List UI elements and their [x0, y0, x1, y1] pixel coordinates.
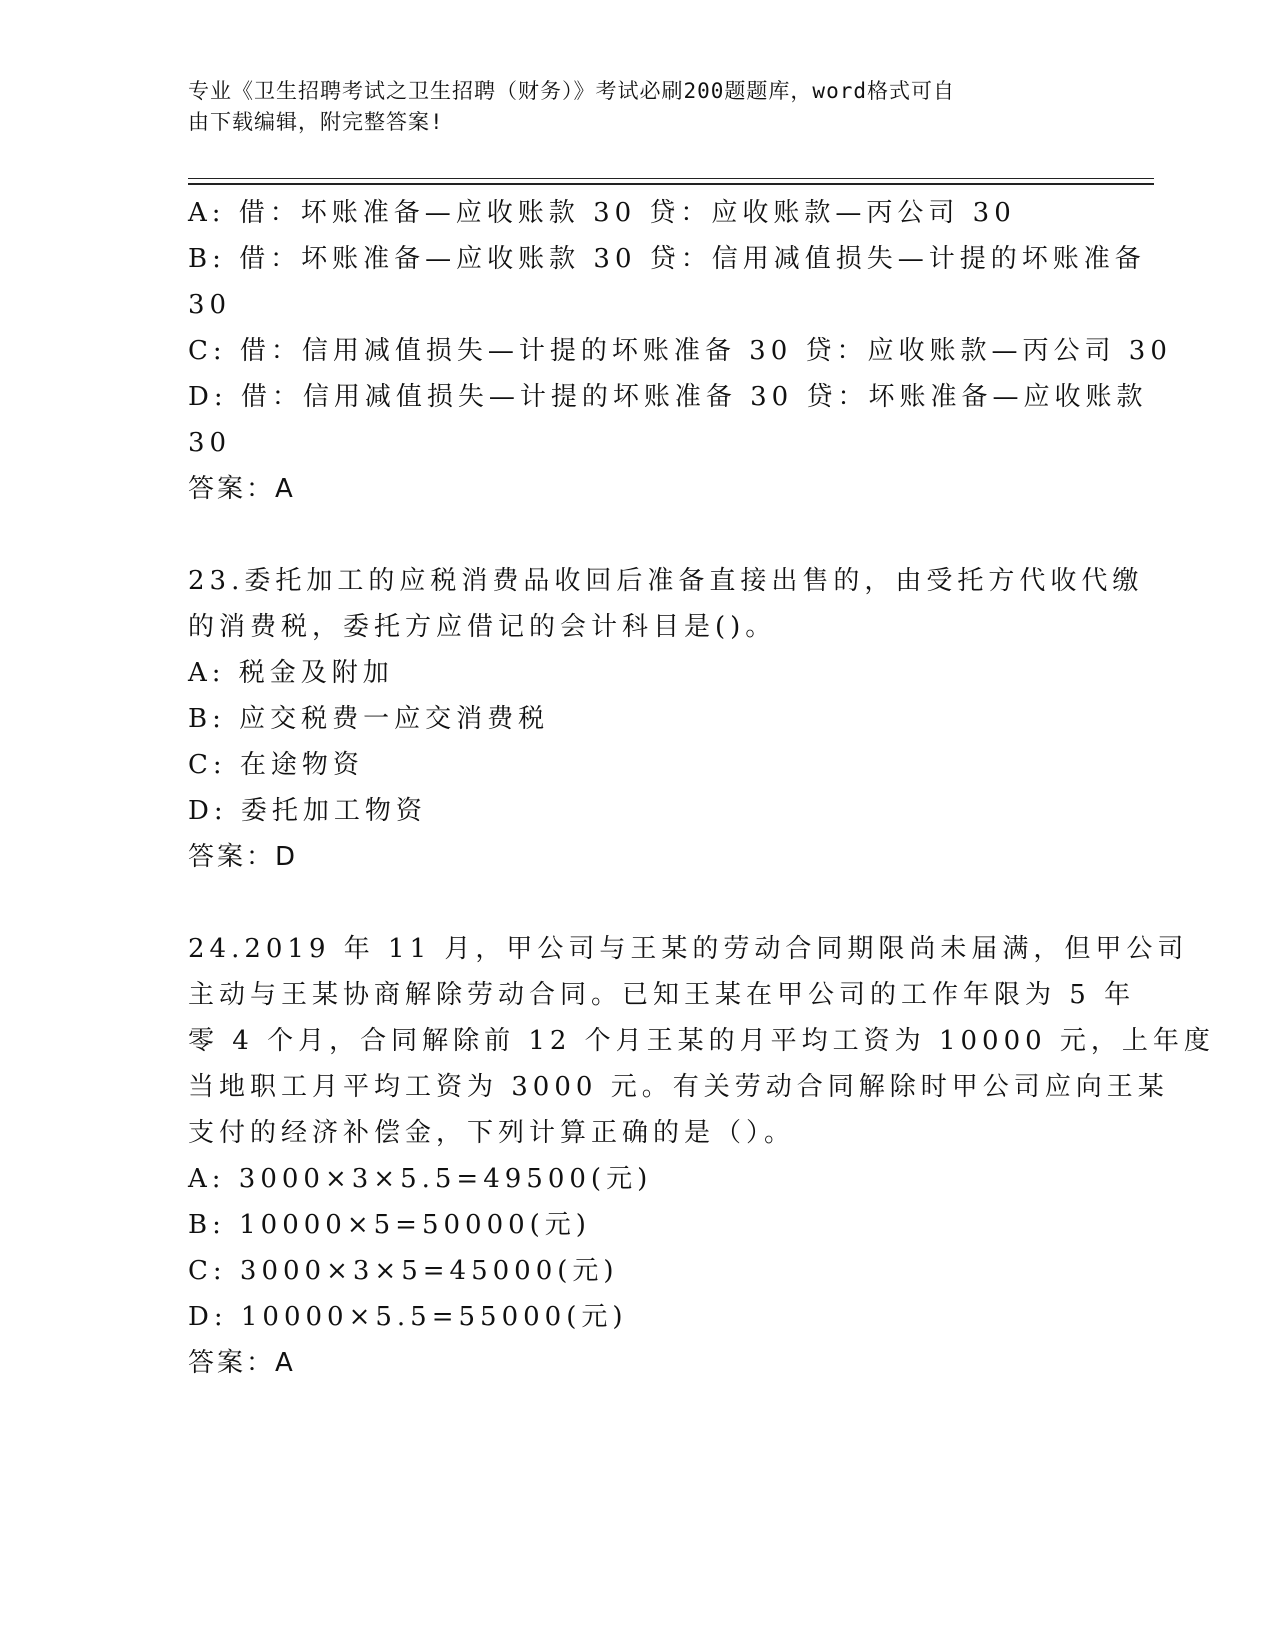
spacer: [188, 512, 1088, 558]
q24-option-b: B: 10000×5=50000(元): [188, 1210, 591, 1240]
header-line-1: 专业《卫生招聘考试之卫生招聘（财务）》考试必刷200题题库，word格式可自: [188, 79, 955, 103]
q23-question-line-2: 的消费税，委托方应借记的会计科目是()。: [188, 612, 777, 642]
q24-answer: 答案：A: [188, 1348, 296, 1378]
q24-option-c: C: 3000×3×5=45000(元): [188, 1256, 619, 1286]
q23-option-a: A: 税金及附加: [188, 658, 394, 688]
q22-option-a: A: 借：坏账准备—应收账款 30 贷：应收账款—丙公司 30: [188, 198, 1016, 228]
q24-question-line-1: 24.2019 年 11 月，甲公司与王某的劳动合同期限尚未届满，但甲公司: [188, 934, 1189, 964]
document-body: [188, 190, 1215, 1386]
header-line-2: 由下载编辑，附完整答案!: [188, 110, 444, 134]
q23-option-d: D: 委托加工物资: [188, 796, 427, 826]
q23-answer: 答案：D: [188, 842, 299, 872]
q23-option-b: B: 应交税费一应交消费税: [188, 704, 550, 734]
q22-option-b-continued: 30: [188, 290, 232, 320]
question-24-block: [188, 926, 1215, 1386]
header-divider-thin: [188, 178, 1154, 179]
q22-option-d: D: 借：信用减值损失—计提的坏账准备 30 贷：坏账准备—应收账款: [188, 382, 1148, 412]
header-divider-thick: [188, 183, 1154, 185]
question-22-block: [188, 190, 1172, 512]
spacer: [188, 880, 1088, 926]
q24-question-line-4: 当地职工月平均工资为 3000 元。有关劳动合同解除时甲公司应向王某: [188, 1072, 1169, 1102]
question-23-block: [188, 558, 1144, 880]
q24-option-d: D: 10000×5.5=55000(元): [188, 1302, 628, 1332]
q22-answer: 答案：A: [188, 474, 296, 504]
q24-option-a: A: 3000×3×5.5=49500(元): [188, 1164, 653, 1194]
q24-question-line-2: 主动与王某协商解除劳动合同。已知王某在甲公司的工作年限为 5 年: [188, 980, 1136, 1010]
document-header: [188, 76, 1068, 138]
q24-question-line-3: 零 4 个月，合同解除前 12 个月王某的月平均工资为 10000 元，上年度: [188, 1026, 1215, 1056]
q24-question-line-5: 支付的经济补偿金，下列计算正确的是（）。: [188, 1118, 796, 1148]
q23-question-line-1: 23.委托加工的应税消费品收回后准备直接出售的，由受托方代收代缴: [188, 566, 1144, 596]
q22-option-b: B: 借：坏账准备—应收账款 30 贷：信用减值损失—计提的坏账准备: [188, 244, 1146, 274]
q23-option-c: C: 在途物资: [188, 750, 364, 780]
q22-option-d-continued: 30: [188, 428, 232, 458]
q22-option-c: C: 借：信用减值损失—计提的坏账准备 30 贷：应收账款—丙公司 30: [188, 336, 1172, 366]
